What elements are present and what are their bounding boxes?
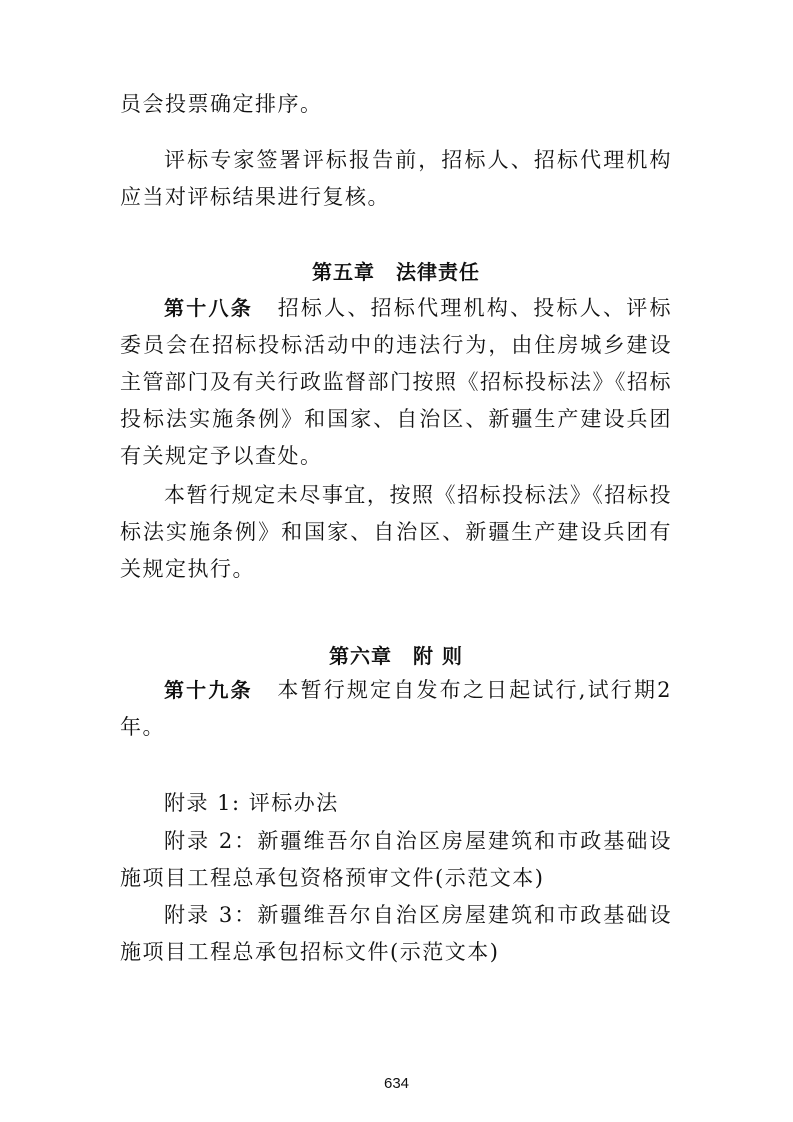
appendix-1: 附录 1: 评标办法 — [164, 791, 339, 815]
chapter-6-heading: 第六章 附 则 — [329, 644, 463, 668]
article-19-label: 第十九条 — [164, 678, 253, 702]
page-number: 634 — [383, 1075, 410, 1092]
paragraph-continuation: 员会投票确定排序。 — [120, 92, 323, 116]
paragraph-unfinished-matters: 本暂行规定未尽事宜，按照《招标投标法》《招标投标法实施条例》和国家、自治区、新疆生产建设兵团有关规定执行。 — [120, 483, 672, 581]
chapter-5-heading: 第五章 法律责任 — [312, 260, 480, 284]
article-19 — [120, 672, 672, 746]
paragraph-review: 评标专家签署评标报告前，招标人、招标代理机构应当对评标结果进行复核。 — [120, 148, 672, 209]
article-18-label: 第十八条 — [164, 296, 253, 320]
article-18 — [120, 290, 672, 475]
article-18-text: 招标人、招标代理机构、投标人、评标委员会在招标投标活动中的违法行为，由住房城乡建设主管部门及有关行政监督部门按照《招标投标法》《招标投标法实施条例》和国家、自治区、新疆生产建设兵团有关规定予以查处。 — [120, 296, 672, 468]
appendix-2: 附录 2：新疆维吾尔自治区房屋建筑和市政基础设施项目工程总承包资格预审文件(示范文本) — [120, 829, 672, 890]
appendix-3: 附录 3：新疆维吾尔自治区房屋建筑和市政基础设施项目工程总承包招标文件(示范文本) — [120, 903, 672, 964]
article-19-text: 本暂行规定自发布之日起试行,试行期2年。 — [120, 678, 672, 739]
